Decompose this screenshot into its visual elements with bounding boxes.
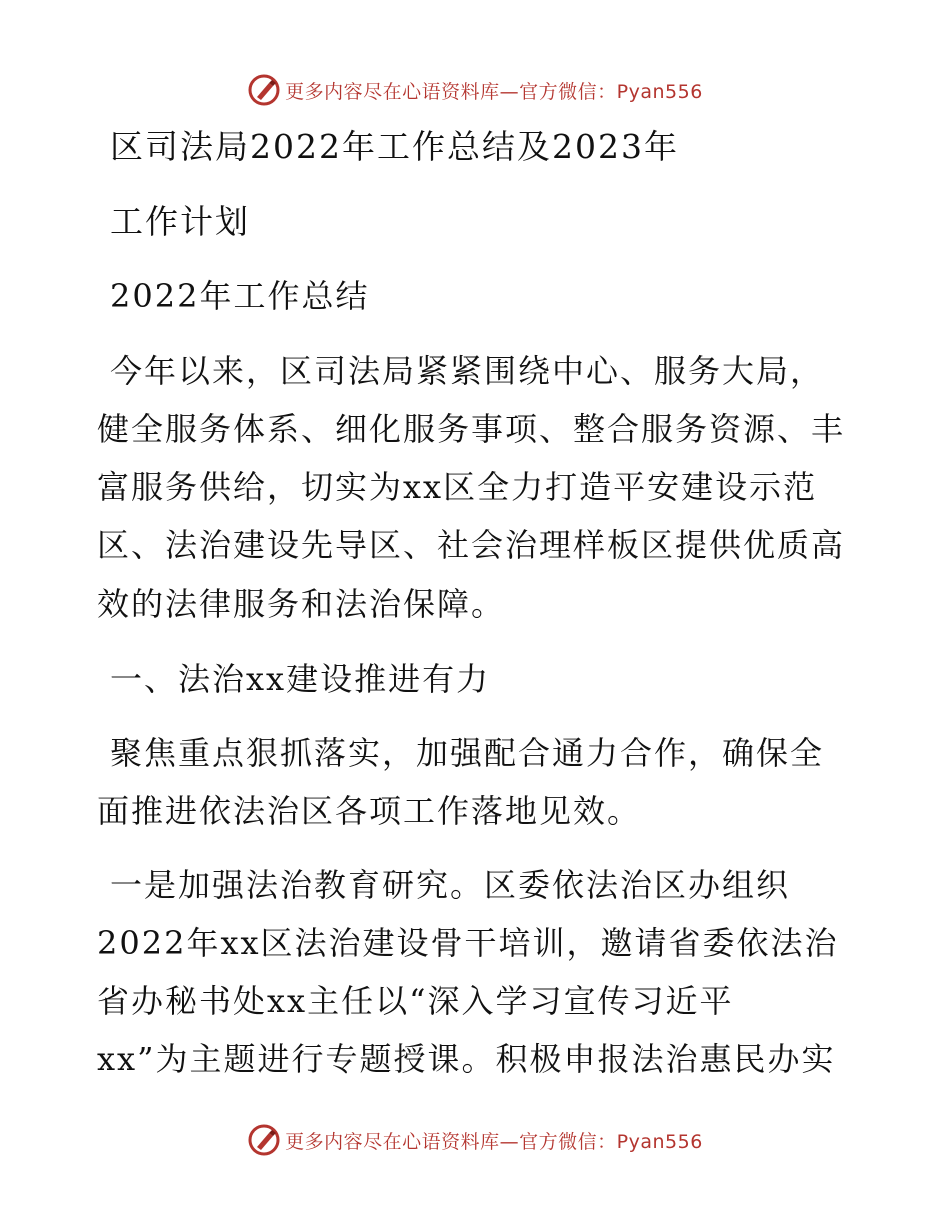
paragraph-3-line-4: xx”为主题进行专题授课。积极申报法治惠民办实 [97,1040,836,1078]
doc-title-line-2: 工作计划 [110,202,250,241]
section-heading: 2022年工作总结 [110,277,370,315]
paragraph-3-line-3: 省办秘书处xx主任以“深入学习宣传习近平 [97,982,734,1020]
paragraph-3-line-1: 一是加强法治教育研究。区委依法治区办组织 [110,866,791,904]
paragraph-1-line-2: 健全服务体系、细化服务事项、整合服务资源、丰 [97,410,846,448]
doc-title-line-1: 区司法局2022年工作总结及2023年 [110,127,679,166]
paragraph-1-line-1: 今年以来，区司法局紧紧围绕中心、服务大局， [110,352,825,390]
subheading-1: 一、法治xx建设推进有力 [110,660,491,698]
watermark-banner-bottom [0,1120,950,1160]
paragraph-1-line-3: 富服务供给，切实为xx区全力打造平安建设示范 [97,468,818,506]
watermark-text: 更多内容尽在心语资料库—官方微信：Pyan556 [285,80,703,103]
pen-logo-icon [247,1123,281,1157]
paragraph-1-line-5: 效的法律服务和法治保障。 [97,585,506,623]
paragraph-2-line-1: 聚焦重点狠抓落实，加强配合通力合作，确保全 [110,734,825,772]
paragraph-3-line-2: 2022年xx区法治建设骨干培训，邀请省委依法治 [97,924,839,962]
watermark-text: 更多内容尽在心语资料库—官方微信：Pyan556 [285,1130,703,1153]
paragraph-2-line-2: 面推进依法治区各项工作落地见效。 [97,792,642,830]
paragraph-1-line-4: 区、法治建设先导区、社会治理样板区提供优质高 [97,526,846,564]
